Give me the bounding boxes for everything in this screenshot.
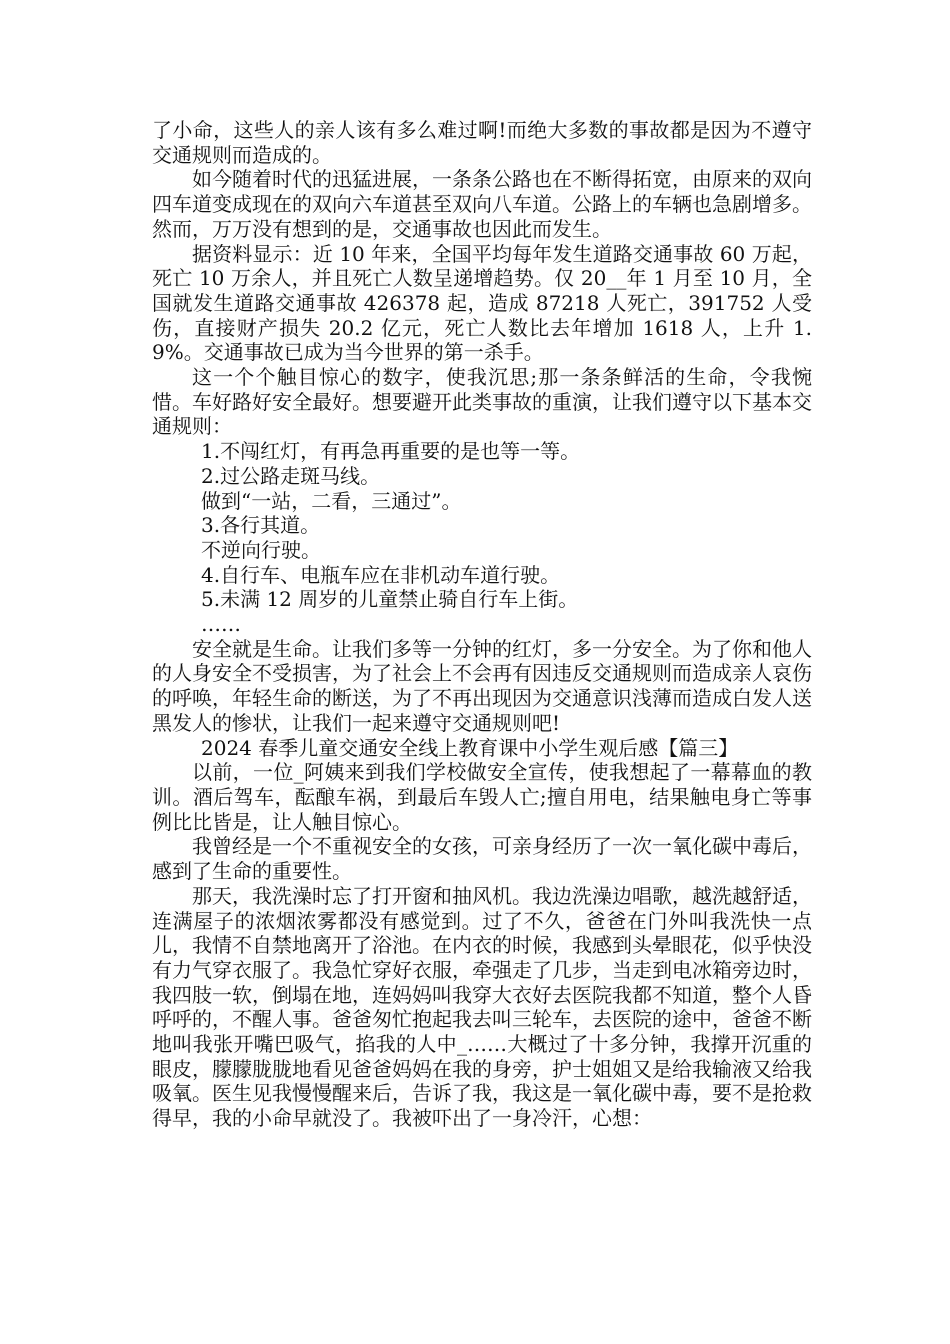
rule-item-3: 3.各行其道。 [201,513,321,538]
paragraph-traffic-rules-intro: 这一个个触目惊心的数字，使我沉思;那一条条鲜活的生命，令我惋惜。车好路好安全最好。想要避开此类事故的重演，让我们遵守以下基本交通规则： [152,365,812,439]
rule-item-1: 1.不闯红灯，有再急再重要的是也等一等。 [201,439,581,464]
paragraph-continuation: 了小命，这些人的亲人该有多么难过啊!而绝大多数的事故都是因为不遵守交通规则而造成的。 [152,118,812,167]
rule-item-3-note: 不逆向行驶。 [201,537,321,562]
rule-item-5: 5.未满 12 周岁的儿童禁止骑自行车上街。 [201,587,579,612]
document-body [152,118,812,1131]
paragraph-bath-incident: 那天，我洗澡时忘了打开窗和抽风机。我边洗澡边唱歌，越洗越舒适，连满屋子的浓烟浓雾都没有感觉到。过了不久，爸爸在门外叫我洗快一点儿，我情不自禁地离开了浴池。在内衣的时候，我感到头晕眼花，似乎快没有力气穿衣服了。我急忙穿好衣服，牵强走了几步，当走到电冰箱旁边时，我四肢一软，倒塌在地，连妈妈叫我穿大衣好去医院我都不知道，整个人昏呼呼的，不醒人事。爸爸匆忙抱起我去叫三轮车，去医院的途中，爸爸不断地叫我张开嘴巴吸气，掐我的人中_……大概过了十多分钟，我撑开沉重的眼皮，朦朦胧胧地看见爸爸妈妈在我的身旁，护士姐姐又是给我输液又给我吸氧。医生见我慢慢醒来后，告诉了我，我这是一氧化碳中毒，要不是抢救得早，我的小命早就没了。我被吓出了一身冷汗，心想： [152,883,812,1131]
paragraph-carbon-monoxide-intro: 我曾经是一个不重视安全的女孩，可亲身经历了一次一氧化碳中毒后，感到了生命的重要性。 [152,834,812,884]
paragraph-safety-lecture: 以前，一位_阿姨来到我们学校做安全宣传，使我想起了一幕幕血的教训。酒后驾车，酝酿车祸，到最后车毁人亡;擅自用电，结果触电身亡等事例比比皆是，让人触目惊心。 [152,760,812,834]
rule-item-2-note: 做到“一站，二看，三通过”。 [201,488,462,513]
paragraph-road-expansion: 如今随着时代的迅猛进展，一条条公路也在不断得拓宽，由原来的双向四车道变成现在的双向六车道甚至双向八车道。公路上的车辆也急剧增多。然而，万万没有想到的是，交通事故也因此而发生。 [152,167,812,241]
rule-item-4: 4.自行车、电瓶车应在非机动车道行驶。 [201,562,561,587]
rule-item-ellipsis: …… [201,612,241,637]
paragraph-accident-statistics: 据资料显示：近 10 年来，全国平均每年发生道路交通事故 60 万起，死亡 10 万余人，并且死亡人数呈递增趋势。仅 20__年 1 月至 10 月，全国就发生道路交通事故 426378 起，造成 87218 人死亡，391752 人受伤，直接财产损失 20.2 亿元，死亡人数比去年增加 1618 人，上升 1.9%。交通事故已成为当今世界的第一杀手。 [152,241,812,365]
section-heading-part-three: 2024 春季儿童交通安全线上教育课中小学生观后感【篇三】 [201,735,739,760]
rule-item-2: 2.过公路走斑马线。 [201,463,381,488]
paragraph-safety-is-life: 安全就是生命。让我们多等一分钟的红灯，多一分安全。为了你和他人的人身安全不受损害，为了社会上不会再有因违反交通规则而造成亲人哀伤的呼唤，年轻生命的断送，为了不再出现因为交通意识浅薄而造成白发人送黑发人的惨状，让我们一起来遵守交通规则吧! [152,636,812,735]
